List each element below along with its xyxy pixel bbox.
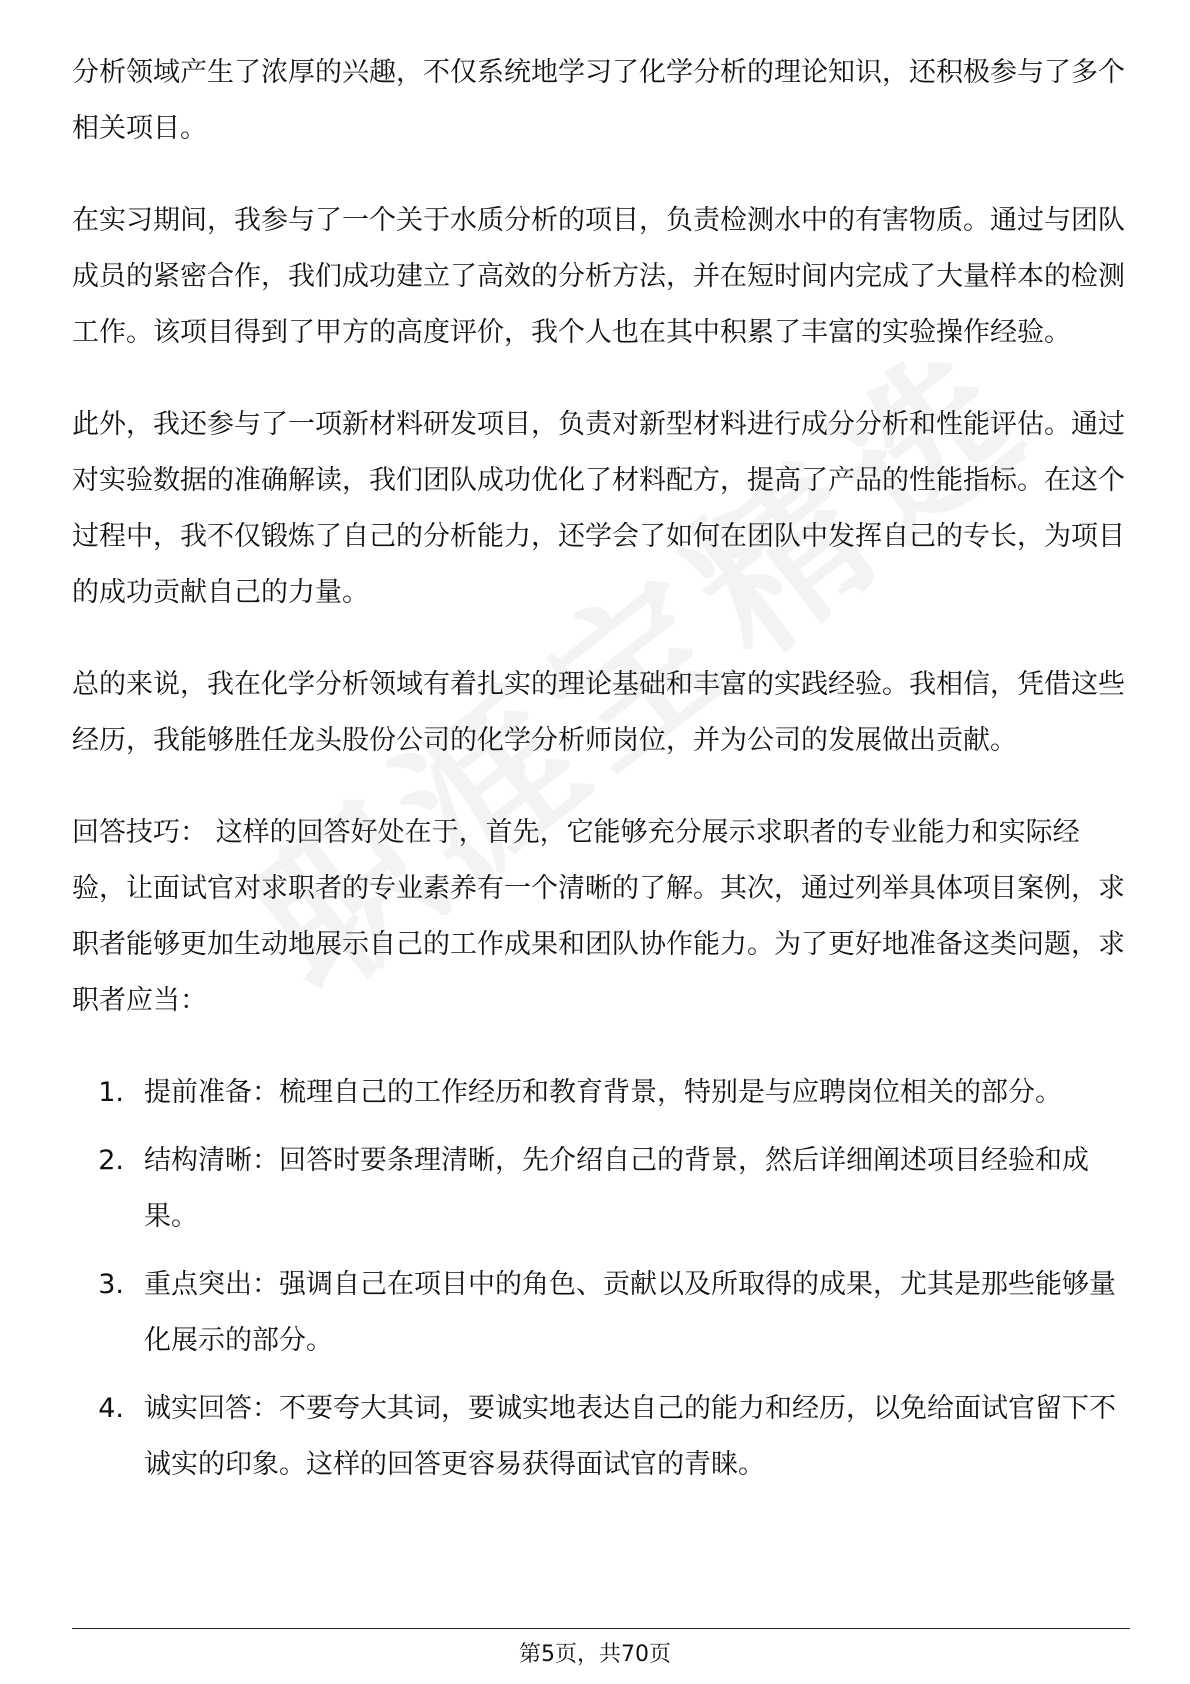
list-item-number: 1. [98, 1077, 124, 1108]
list-item-number: 2. [98, 1145, 124, 1176]
paragraph-internship: 在实习期间，我参与了一个关于水质分析的项目，负责检测水中的有害物质。通过与团队成员的紧密合作，我们成功建立了高效的分析方法，并在短时间内完成了大量样本的检测工作。该项目得到了甲方的高度评价，我个人也在其中积累了丰富的实验操作经验。 [72, 205, 1125, 348]
list-item [72, 1257, 1130, 1369]
list-item [72, 1381, 1130, 1493]
paragraph-answer-tips: 回答技巧： 这样的回答好处在于，首先，它能够充分展示求职者的专业能力和实际经验，让面试官对求职者的专业素养有一个清晰的了解。其次，通过列举具体项目案例，求职者能够更加生动地展示自己的工作成果和团队协作能力。为了更好地准备这类问题，求职者应当： [72, 817, 1125, 1016]
paragraph-intro-continuation: 分析领域产生了浓厚的兴趣，不仅系统地学习了化学分析的理论知识，还积极参与了多个相关项目。 [72, 57, 1125, 144]
list-item-number: 4. [98, 1393, 124, 1424]
list-item [72, 1133, 1130, 1245]
footer-divider [72, 1628, 1130, 1629]
page-number: 第5页，共70页 [519, 1642, 671, 1667]
paragraph-summary: 总的来说，我在化学分析领域有着扎实的理论基础和丰富的实践经验。我相信，凭借这些经历，我能够胜任龙头股份公司的化学分析师岗位，并为公司的发展做出贡献。 [72, 669, 1125, 756]
list-item-text: 重点突出：强调自己在项目中的角色、贡献以及所取得的成果，尤其是那些能够量化展示的部分。 [144, 1269, 1116, 1356]
list-item-number: 3. [98, 1269, 124, 1300]
list-item-text: 诚实回答：不要夸大其词，要诚实地表达自己的能力和经历，以免给面试官留下不诚实的印象。这样的回答更容易获得面试官的青睐。 [144, 1393, 1116, 1480]
list-item [72, 1065, 1130, 1121]
page-body [72, 45, 1130, 1505]
list-item-text: 结构清晰：回答时要条理清晰，先介绍自己的背景，然后详细阐述项目经验和成果。 [144, 1145, 1089, 1232]
list-item-text: 提前准备：梳理自己的工作经历和教育背景，特别是与应聘岗位相关的部分。 [144, 1077, 1062, 1108]
tips-list [72, 1065, 1130, 1493]
paragraph-new-material: 此外，我还参与了一项新材料研发项目，负责对新型材料进行成分分析和性能评估。通过对实验数据的准确解读，我们团队成功优化了材料配方，提高了产品的性能指标。在这个过程中，我不仅锻炼了自己的分析能力，还学会了如何在团队中发挥自己的专长，为项目的成功贡献自己的力量。 [72, 409, 1125, 608]
